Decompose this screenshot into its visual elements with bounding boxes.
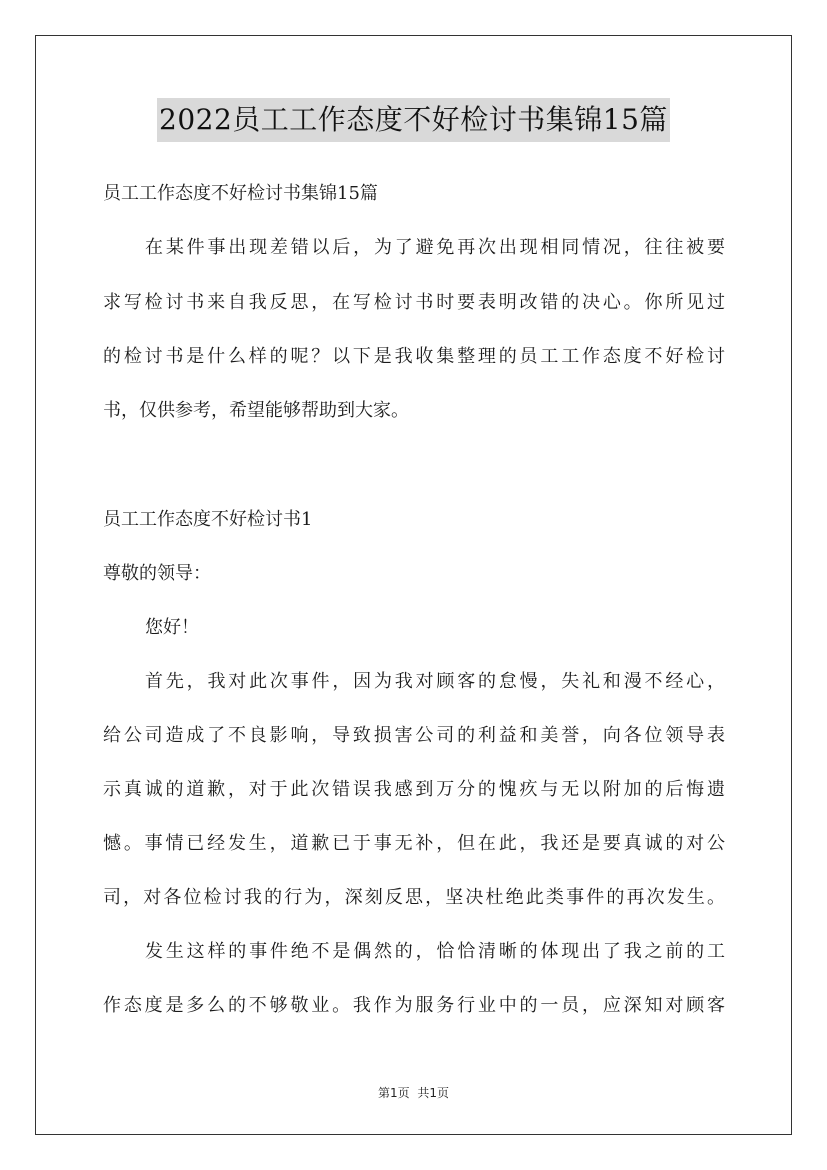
- document-title: 2022员工工作态度不好检讨书集锦15篇: [157, 98, 670, 142]
- para1-line-2: 给公司造成了不良影响，导致损害公司的利益和美誉，向各位领导表: [103, 725, 725, 746]
- para1-line-5: 司，对各位检讨我的行为，深刻反思，坚决杜绝此类事件的再次发生。: [103, 887, 725, 908]
- para1-line-4: 憾。事情已经发生，道歉已于事无补，但在此，我还是要真诚的对公: [103, 833, 725, 854]
- para2-line-2: 作态度是多么的不够敬业。我作为服务行业中的一员，应深知对顾客: [103, 995, 725, 1016]
- intro-line-3: 的检讨书是什么样的呢？以下是我收集整理的员工工作态度不好检讨: [103, 346, 725, 367]
- page-footer: [0, 1085, 827, 1101]
- page-number: 第1页: [377, 1086, 410, 1100]
- title-container: [0, 98, 827, 142]
- greeting: 您好！: [145, 617, 199, 638]
- intro-line-2: 求写检讨书来自我反思，在写检讨书时要表明改错的决心。你所见过: [103, 292, 725, 313]
- intro-line-4: 书，仅供参考，希望能够帮助到大家。: [103, 400, 409, 421]
- page-total: 共1页: [417, 1086, 450, 1100]
- section-heading: 员工工作态度不好检讨书1: [103, 509, 313, 530]
- para1-line-1: 首先，我对此次事件，因为我对顾客的怠慢，失礼和漫不经心，: [145, 671, 725, 692]
- document-subtitle: 员工工作态度不好检讨书集锦15篇: [103, 183, 378, 204]
- intro-line-1: 在某件事出现差错以后，为了避免再次出现相同情况，往往被要: [145, 237, 725, 258]
- para1-line-3: 示真诚的道歉，对于此次错误我感到万分的愧疚与无以附加的后悔遗: [103, 779, 725, 800]
- para2-line-1: 发生这样的事件绝不是偶然的，恰恰清晰的体现出了我之前的工: [145, 941, 725, 962]
- salutation: 尊敬的领导：: [103, 563, 211, 584]
